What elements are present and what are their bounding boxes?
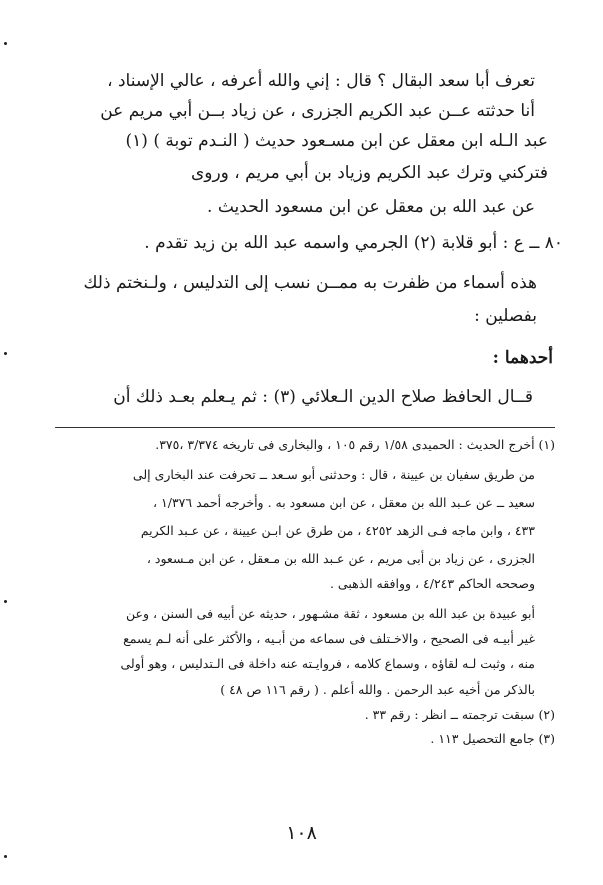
body-line-1: تعرف أبا سعد البقال ؟ قال : إني والله أعرفه ، عالي الإسناد ، — [107, 71, 535, 91]
footnote-1-line-2: من طريق سفيان بن عيينة ، قال : وحدثنى أبو سـعد ــ تحرفت عند البخارى إلى — [132, 467, 535, 482]
footnote-1-line-6: وصححه الحاكم ٤/٢٤٣ ، ووافقه الذهبى . — [329, 576, 535, 591]
body-line-5: عن عبد الله بن معقل عن ابن مسعود الحديث . — [207, 197, 535, 217]
section-first-line: قــال الحافظ صلاح الدين الـعلائي (٣) : ثم يـعلم بعـد ذلك أن — [113, 387, 533, 407]
closing-line-2: بفصلين : — [474, 306, 537, 326]
footnote-1-line-4: ٤٣٣ ، وابن ماجه فـى الزهد ٤٢٥٢ ، من طرق عن ابـن عيينة ، عن عـبد الكريم — [140, 523, 535, 538]
entry-80: ٨٠ ــ ع : أبو قلابة (٢) الجرمي واسمه عبد الله بن زيد تقدم . — [144, 233, 563, 253]
footnote-1-line-1: (١) أخرج الحديث : الحميدى ١/٥٨ رقم ١٠٥ ، والبخارى فى تاريخه ٣/٣٧٤ ،٣٧٥. — [155, 437, 555, 452]
footnote-1-line-5: الجزرى ، عن زياد بن أبى مريم ، عن عـبد الله بن مـعقل ، عن ابن مـسعود ، — [146, 551, 535, 566]
footnote-1-line-10: بالذكر من أخيه عبد الرحمن . والله أعلم . ( رقم ١١٦ ص ٤٨ ) — [220, 682, 535, 697]
body-line-4: فتركني وترك عبد الكريم وزياد بن أبي مريم ، وروى — [190, 163, 548, 183]
margin-speck — [4, 600, 7, 603]
section-heading: أحدهما : — [492, 348, 553, 368]
body-line-3: عبد الـله ابن معقل عن ابن مسـعود حديث ( النـدم توبة ) (١) — [125, 131, 548, 151]
footnote-separator — [55, 427, 555, 428]
closing-line-1: هذه أسماء من ظفرت به ممــن نسب إلى التدليس ، ولـنختم ذلك — [83, 273, 537, 293]
footnote-2: (٢) سبقت ترجمته ــ انظر : رقم ٣٣ . — [364, 707, 555, 722]
page-number: ١٠٨ — [286, 822, 317, 844]
margin-speck — [4, 352, 7, 355]
footnote-1-line-8: غير أبيـه فى الصحيح ، والاخـتلف فى سماعه من أبـيه ، والأكثر على أنه لـم يسمع — [123, 631, 535, 646]
footnote-1-line-3: سعيد ــ عن عـبد الله بن معقل ، عن ابن مسعود به . وأخرجه أحمد ١/٣٧٦ ، — [153, 495, 535, 510]
margin-speck — [4, 42, 7, 45]
footnote-1-line-7: أبو عبيدة بن عبد الله بن مسعود ، ثقة مشـهور ، حديثه عن أبيه فى السنن ، وعن — [125, 606, 535, 621]
body-line-2: أنا حدثته عــن عبد الكريم الجزرى ، عن زياد بــن أبي مريم عن — [100, 101, 535, 121]
footnote-1-line-9: منه ، وثبت لـه لقاؤه ، وسماع كلامه ، فروايـته عنه داخلة فى الـتدليس ، وهو أولى — [120, 656, 535, 671]
margin-speck — [4, 855, 7, 858]
footnote-3: (٣) جامع التحصيل ١١٣ . — [430, 731, 555, 746]
